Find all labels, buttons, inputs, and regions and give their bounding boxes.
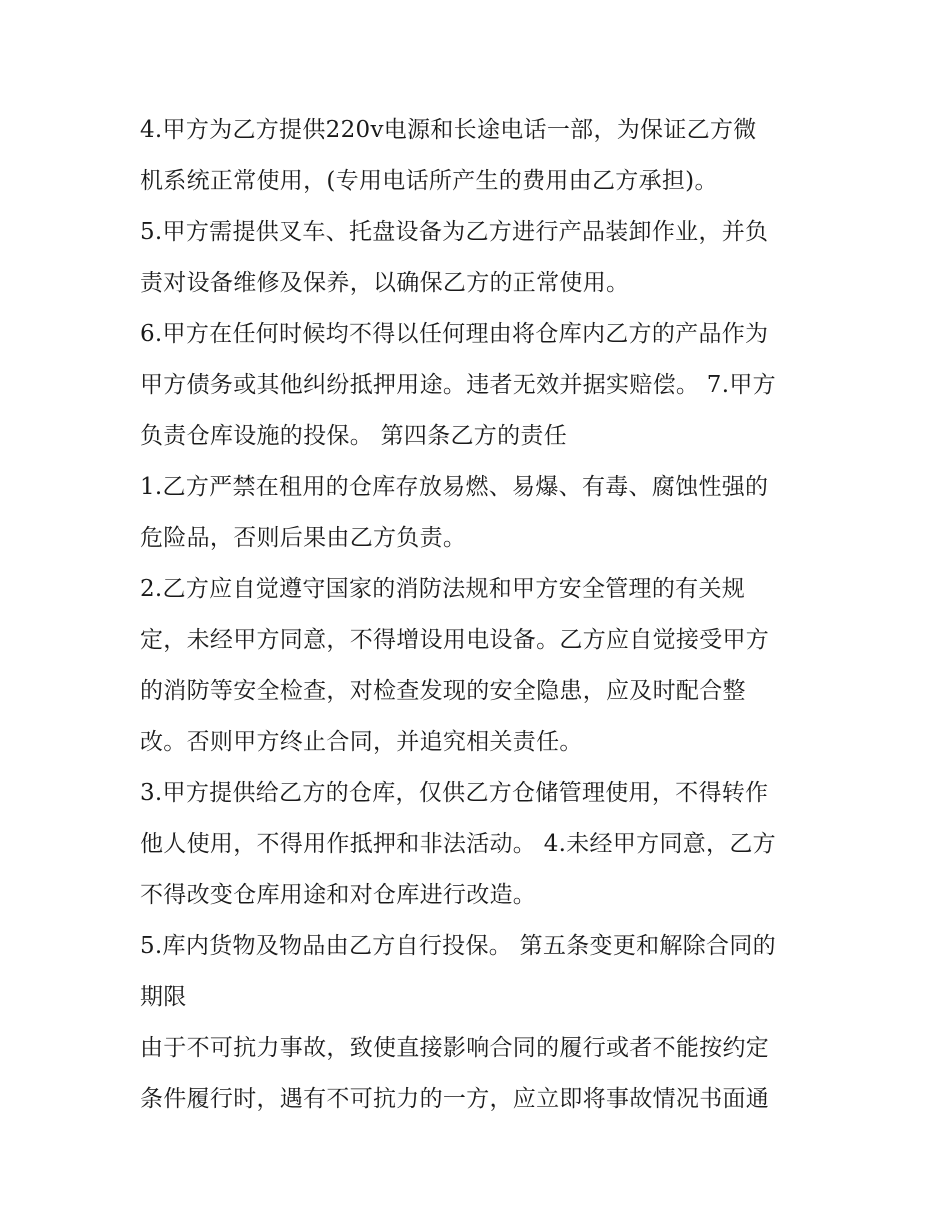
text-line: 改。否则甲方终止合同，并追究相关责任。: [140, 729, 583, 755]
text-line: 4.甲方为乙方提供220v电源和长途电话一部，为保证乙方微: [140, 117, 757, 143]
document-body: [140, 105, 820, 1125]
text-line: 5.甲方需提供叉车、托盘设备为乙方进行产品装卸作业，并负: [140, 219, 769, 245]
text-line: 6.甲方在任何时候均不得以任何理由将仓库内乙方的产品作为: [140, 321, 769, 347]
text-line: 由于不可抗力事故，致使直接影响合同的履行或者不能按约定: [140, 1035, 770, 1061]
text-line: 2.乙方应自觉遵守国家的消防法规和甲方安全管理的有关规: [140, 576, 746, 602]
text-line: 期限: [140, 984, 187, 1010]
text-line: 机系统正常使用，(专用电话所产生的费用由乙方承担)。: [140, 168, 718, 194]
text-line: 定，未经甲方同意，不得增设用电设备。乙方应自觉接受甲方: [140, 627, 770, 653]
text-line: 1.乙方严禁在租用的仓库存放易燃、易爆、有毒、腐蚀性强的: [140, 474, 769, 500]
text-line: 责对设备维修及保养，以确保乙方的正常使用。: [140, 270, 630, 296]
text-line: 危险品，否则后果由乙方负责。: [140, 525, 467, 551]
text-line: 负责仓库设施的投保。 第四条乙方的责任: [140, 423, 568, 449]
text-line: 条件履行时，遇有不可抗力的一方，应立即将事故情况书面通: [140, 1086, 770, 1112]
text-line: 的消防等安全检查，对检查发现的安全隐患，应及时配合整: [140, 678, 746, 704]
text-line: 他人使用，不得用作抵押和非法活动。 4.未经甲方同意，乙方: [140, 831, 776, 857]
text-line: 3.甲方提供给乙方的仓库，仅供乙方仓储管理使用，不得转作: [140, 780, 769, 806]
text-line: 5.库内货物及物品由乙方自行投保。 第五条变更和解除合同的: [140, 933, 776, 959]
text-line: 不得改变仓库用途和对仓库进行改造。: [140, 882, 537, 908]
text-line: 甲方债务或其他纠纷抵押用途。违者无效并据实赔偿。 7.甲方: [140, 372, 776, 398]
